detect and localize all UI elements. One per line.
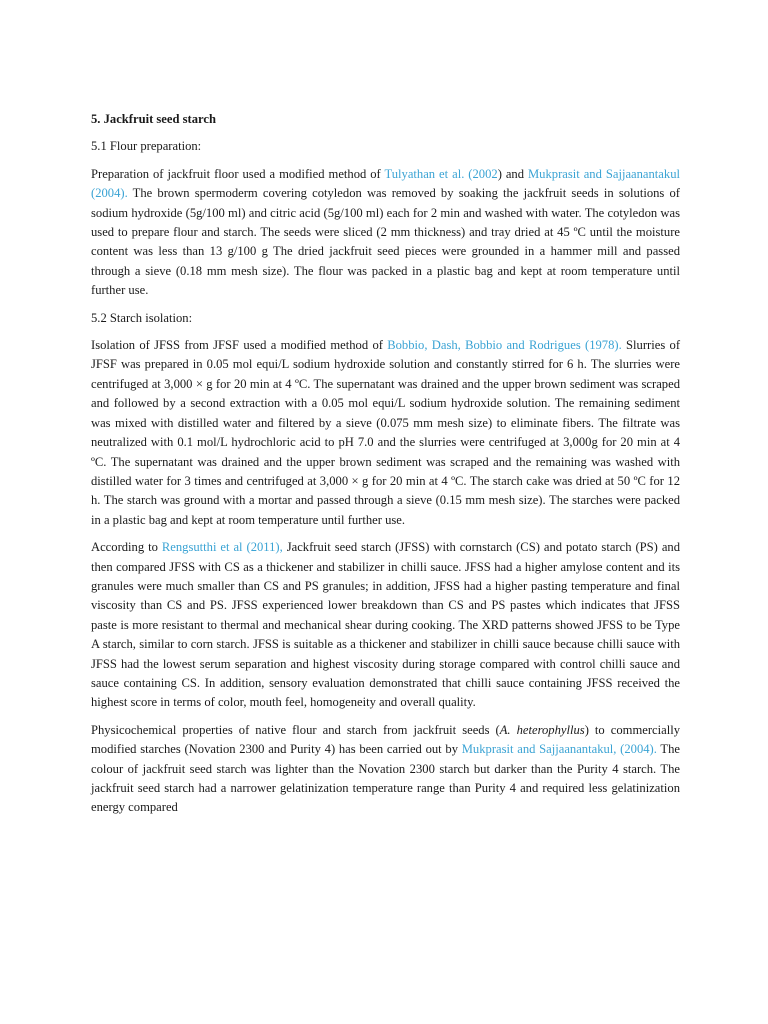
text-run: The colour of jackfruit seed starch was lighter than the Novation 2300 starch but darker than the Purity 4 starch. The jackfruit seed starch had a narrower gelatinization temperature range than Purity 4 and required less gelatinization energy compared bbox=[91, 742, 680, 815]
species-name: A. heterophyllus bbox=[499, 722, 585, 737]
text-run: Slurries of JFSF was prepared in 0.05 mol equi/L sodium hydroxide solution and constantly stirred for 6 h. The slurries were centrifuged at 3,000 × g for 20 min at 4 ºC. The supernatant was drained and the upper brown sediment was scraped and followed by a second extraction with a 0.05 mol equi/L sodium hydroxide solution. The remaining sediment was mixed with distilled water and filtered by a sieve (0.075 mm mesh size) to eliminate fibers. The filtrate was neutralized with 0.1 mol/L hydrochloric acid to pH 7.0 and the slurries were centrifuged at 3,000g for 20 min at 4 ºC. The supernatant was drained and the upper brown sediment was scraped and the remaining was washed with distilled water for 3 times and centrifuged at 3,000 × g for 20 min at 4 ºC. The starch cake was dried at 50 ºC for 12 h. The starch was ground with a mortar and passed through a sieve (0.15 mm mesh size). The starches were packed in a plastic bag and kept at room temperature until further use. bbox=[91, 338, 681, 527]
citation-link-mukprasit[interactable]: Mukprasit and Sajjaanantakul (2004). bbox=[91, 166, 680, 201]
paragraph-rengsutthi bbox=[91, 538, 680, 713]
text-run: Jackfruit seed starch (JFSS) with cornstarch (CS) and potato starch (PS) and then compared JFSS with CS as a thickener and stabilizer in chilli sauce. JFSS had a higher amylose content and its granules were much smaller than CS and PS granules; in addition, JFSS had a higher pasting temperature and final viscosity than CS and PS. JFSS experienced lower breakdown than CS and PS pastes which indicates that JFSS paste is more resistant to thermal and mechanical shear during cooking. The XRD patterns showed JFSS to be Type A starch, similar to corn starch. JFSS is suitable as a thickener and stabilizer in chilli sauce because chilli sauce with JFSS had the lowest serum separation and highest viscosity during storage compared with control chilli sauce and sauce containing CS. In addition, sensory evaluation demonstrated that chilli sauce containing JFSS received the highest score in terms of color, mouth feel, homogeneity and overall quality. bbox=[91, 540, 680, 710]
text-run: Isolation of JFSS from JFSF used a modified method of bbox=[91, 338, 388, 353]
subsection-title-flour: 5.1 Flour preparation: bbox=[91, 139, 202, 154]
text-run: According to bbox=[91, 540, 162, 555]
citation-link-bobbio[interactable]: Bobbio, Dash, Bobbio and Rodrigues (1978). bbox=[387, 338, 622, 353]
text-run: Physicochemical properties of native flour and starch from jackfruit seeds ( bbox=[91, 722, 500, 737]
text-run: The brown spermoderm covering cotyledon was removed by soaking the jackfruit seeds in solutions of sodium hydroxide (5g/100 ml) and citric acid (5g/100 ml) each for 2 min and washed with water. The cotyledon was used to prepare flour and starch. The seeds were sliced (2 mm thickness) and tray dried at 45 ºC until the moisture content was less than 13 g/100 g The dried jackfruit seed pieces were grounded in a hammer mill and passed through a sieve (0.18 mm mesh size). The flour was packed in a plastic bag and kept at room temperature until further use. bbox=[91, 186, 680, 298]
citation-link-mukprasit-2[interactable]: Mukprasit and Sajjaanantakul, (2004). bbox=[461, 742, 657, 757]
subsection-title-starch: 5.2 Starch isolation: bbox=[91, 310, 193, 325]
text-run: ) to commercially modified starches (Novation 2300 and Purity 4) has been carried out by bbox=[91, 722, 680, 757]
section-title: 5. Jackfruit seed starch bbox=[91, 112, 216, 126]
text-run: Preparation of jackfruit floor used a modified method of bbox=[91, 166, 385, 181]
text-run: ) and bbox=[497, 166, 528, 181]
citation-link-rengsutthi[interactable]: Rengsutthi et al (2011), bbox=[161, 540, 283, 555]
paragraph-physicochemical bbox=[91, 721, 680, 818]
paragraph-starch-isolation bbox=[91, 336, 680, 530]
paragraph-flour-preparation bbox=[91, 165, 680, 301]
citation-link-tulyathan[interactable]: Tulyathan et al. (2002 bbox=[384, 166, 498, 181]
